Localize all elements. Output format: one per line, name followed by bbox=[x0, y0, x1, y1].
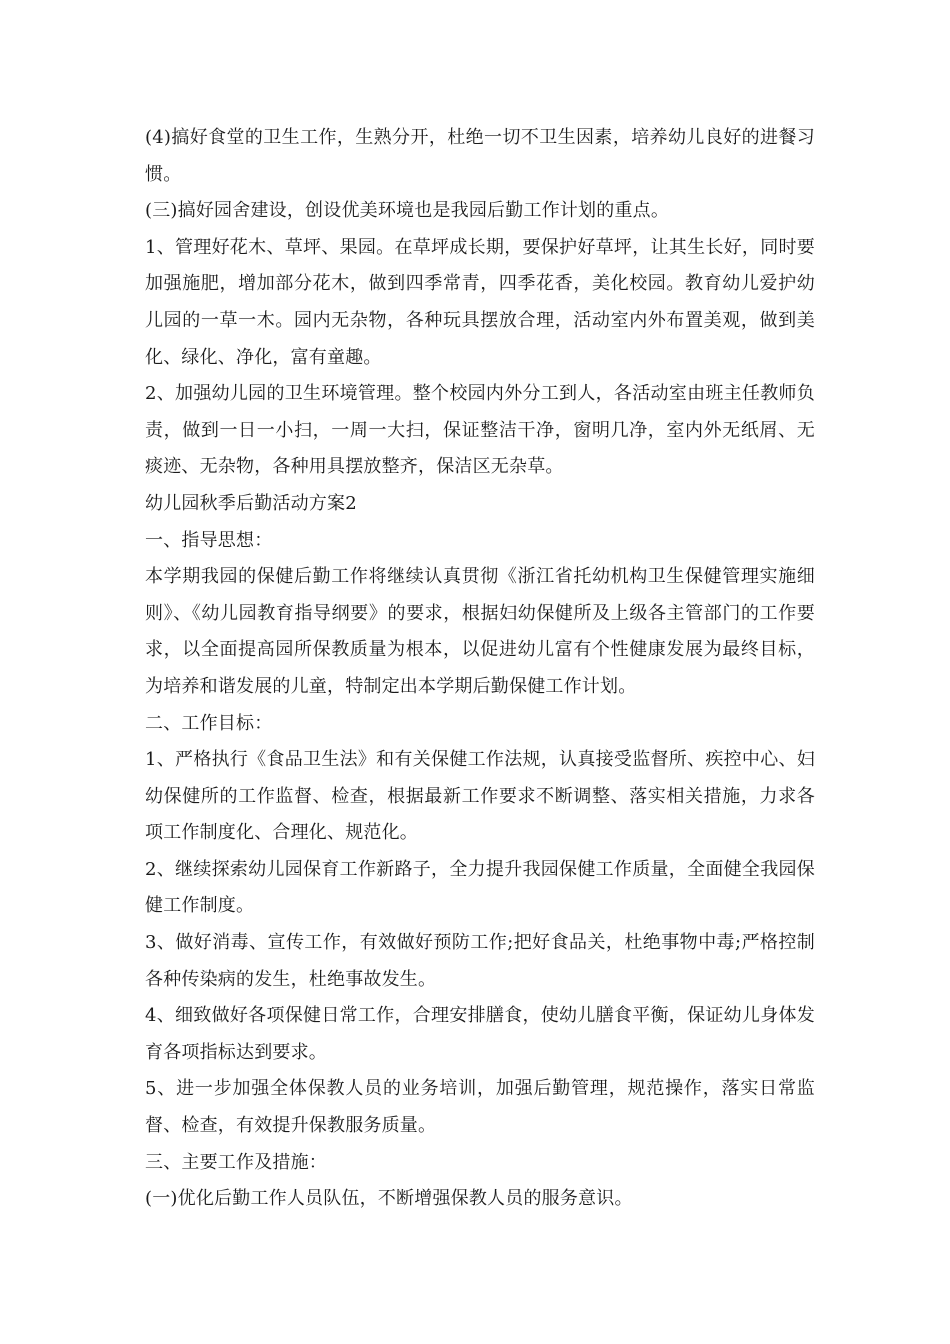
heading-guiding-ideology: 一、指导思想： bbox=[145, 529, 273, 551]
heading-main-measures: 三、主要工作及措施： bbox=[145, 1151, 327, 1173]
heading-work-goals: 二、工作目标： bbox=[145, 712, 273, 734]
paragraph-canteen-hygiene: (4)搞好食堂的卫生工作，生熟分开，杜绝一切不卫生因素，培养幼儿良好的进餐习惯。 bbox=[145, 127, 815, 185]
paragraph-goal-5: 5、进一步加强全体保教人员的业务培训，加强后勤管理，规范操作，落实日常监督、检查，有效提升保教服务质量。 bbox=[145, 1078, 815, 1137]
paragraph-goal-1: 1、严格执行《食品卫生法》和有关保健工作法规，认真接受监督所、疾控中心、妇幼保健所的工作监督、检查，根据最新工作要求不断调整、落实相关措施，力求各项工作制度化、合理化、规范化。 bbox=[145, 749, 815, 844]
paragraph-goal-4: 4、细致做好各项保健日常工作，合理安排膳食，使幼儿膳食平衡，保证幼儿身体发育各项指标达到要求。 bbox=[145, 1005, 815, 1063]
paragraph-greenery-management: 1、管理好花木、草坪、果园。在草坪成长期，要保护好草坪，让其生长好，同时要加强施肥，增加部分花木，做到四季常青，四季花香，美化校园。教育幼儿爱护幼儿园的一草一木。园内无杂物，各种玩具摆放合理，活动室内外布置美观，做到美化、绿化、净化，富有童趣。 bbox=[145, 236, 815, 368]
paragraph-goal-2: 2、继续探索幼儿园保育工作新路子，全力提升我园保健工作质量，全面健全我园保健工作制度。 bbox=[145, 858, 815, 917]
paragraph-goal-3: 3、做好消毒、宣传工作，有效做好预防工作;把好食品关，杜绝事物中毒;严格控制各种传染病的发生，杜绝事故发生。 bbox=[145, 932, 815, 990]
document-body bbox=[145, 120, 815, 1218]
paragraph-guiding-ideology: 本学期我园的保健后勤工作将继续认真贯彻《浙江省托幼机构卫生保健管理实施细则》、《幼儿园教育指导纲要》的要求，根据妇幼保健所及上级各主管部门的工作要求，以全面提高园所保教质量为根本，以促进幼儿富有个性健康发展为最终目标，为培养和谐发展的儿童，特制定出本学期后勤保健工作计划。 bbox=[145, 566, 815, 697]
paragraph-sanitation-management: 2、加强幼儿园的卫生环境管理。整个校园内外分工到人，各活动室由班主任教师负责，做到一日一小扫，一周一大扫，保证整洁干净，窗明几净，室内外无纸屑、无痰迹、无杂物，各种用具摆放整齐，保洁区无杂草。 bbox=[145, 383, 815, 478]
paragraph-campus-construction: (三)搞好园舍建设，创设优美环境也是我园后勤工作计划的重点。 bbox=[145, 200, 670, 222]
section-heading-plan-2: 幼儿园秋季后勤活动方案2 bbox=[145, 492, 357, 514]
paragraph-measure-1: (一)优化后勤工作人员队伍，不断增强保教人员的服务意识。 bbox=[145, 1188, 633, 1210]
